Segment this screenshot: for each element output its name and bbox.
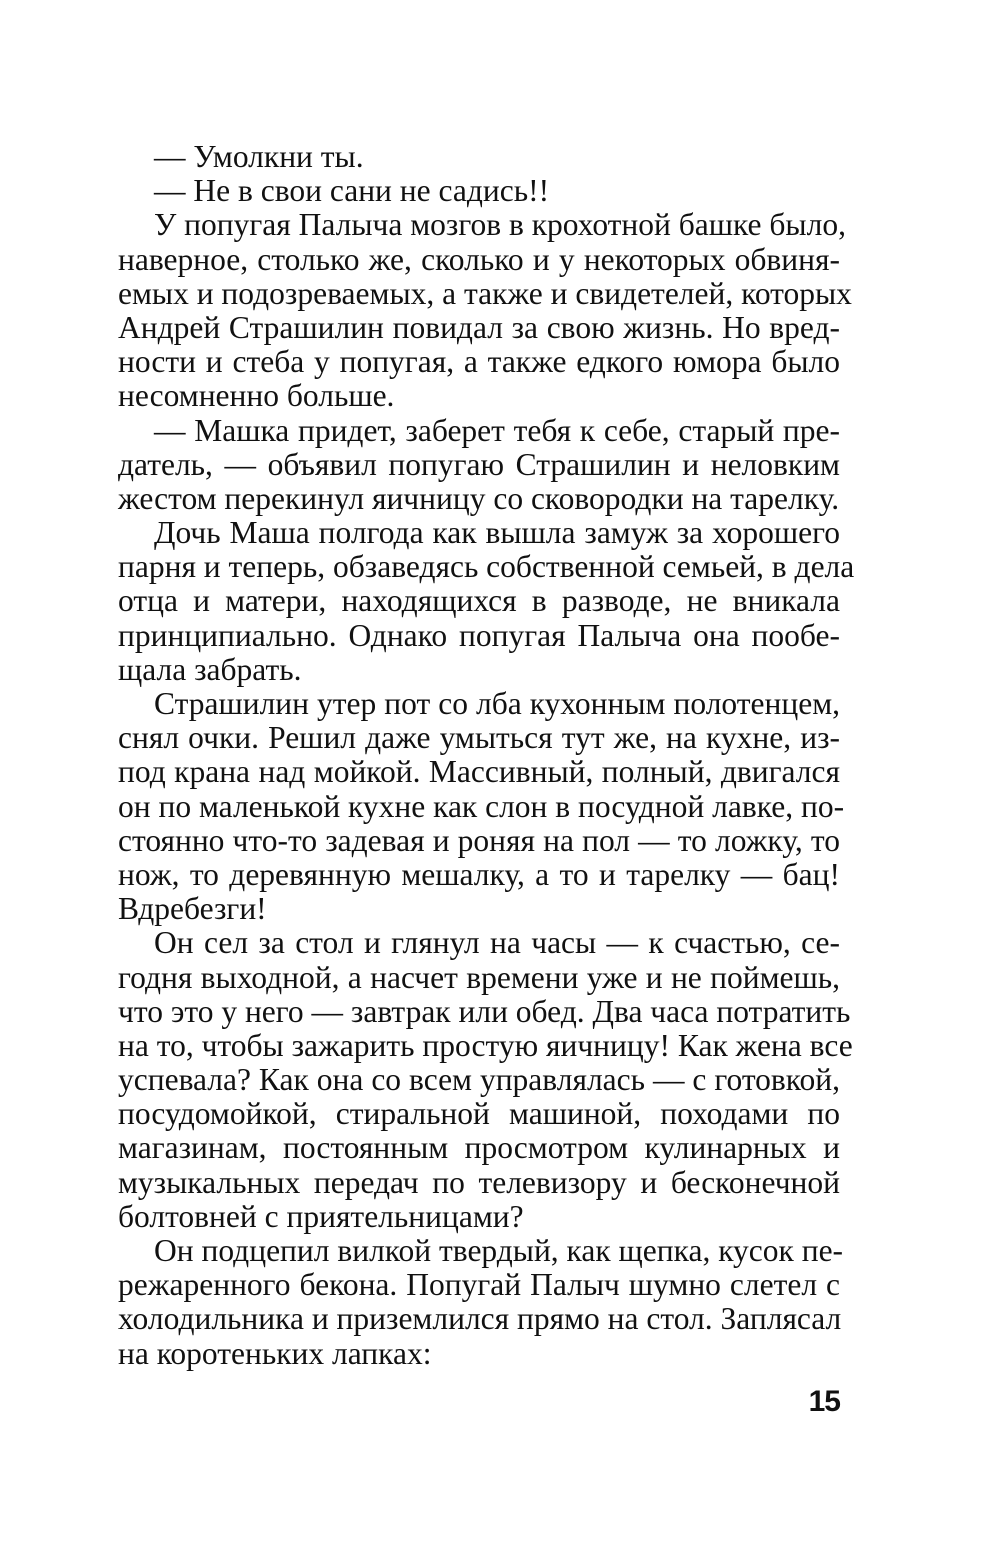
text-line: Он подцепил вилкой твердый, как щепка, кусок пе- <box>154 1233 844 1268</box>
text-line: датель, — объявил попугаю Страшилин и неловким <box>118 446 840 482</box>
text-line: отца и матери, находящихся в разводе, не вникала <box>118 583 840 619</box>
paragraph <box>118 686 845 927</box>
text-line: принципиально. Однако попугая Палыча она пообе- <box>118 617 840 653</box>
text-line: — Машка придет, заберет тебя к себе, старый пре- <box>154 412 840 448</box>
text-line: на коротеньких лапках: <box>118 1335 432 1371</box>
text-line: болтовней с приятельницами? <box>118 1198 524 1234</box>
paragraph <box>118 140 840 174</box>
text-line: Страшилин утер пот со лба кухонным полотенцем, <box>154 686 840 721</box>
text-line: — Не в свои сани не садись!! <box>154 173 550 209</box>
text-line: Дочь Маша полгода как вышла замуж за хорошего <box>154 515 840 551</box>
text-line: парня и теперь, обзаведясь собственной семьей, в дела <box>118 549 855 585</box>
text-line: наверное, столько же, сколько и у некоторых обвиня- <box>118 241 840 277</box>
text-line: магазинам, постоянным просмотром кулинарных и <box>118 1130 840 1166</box>
paragraph <box>118 515 855 687</box>
text-line: — Умолкни ты. <box>154 139 364 174</box>
body-text <box>118 139 855 1371</box>
paragraph <box>118 1233 844 1371</box>
text-line: годня выходной, а насчет времени уже и не поймешь, <box>118 959 840 995</box>
text-line: стоянно что-то задевая и роняя на пол — то ложку, то <box>118 822 840 858</box>
paragraph <box>118 414 840 517</box>
text-line: что это у него — завтрак или обед. Два часа потратить <box>118 993 851 1029</box>
page-number: 15 <box>808 1385 840 1418</box>
text-line: щала забрать. <box>118 651 302 687</box>
text-line: посудомойкой, стиральной машиной, походами по <box>118 1096 840 1132</box>
text-line: Вдребезги! <box>118 891 267 927</box>
text-line: несомненно больше. <box>118 378 395 414</box>
paragraph <box>118 925 853 1234</box>
text-line: Андрей Страшилин повидал за свою жизнь. Но вред- <box>118 309 840 345</box>
text-line: нож, то деревянную мешалку, а то и тарелку — бац! <box>118 856 840 892</box>
text-line: музыкальных передач по телевизору и бесконечной <box>118 1164 840 1200</box>
text-line: жестом перекинул яичницу со сковородки на тарелку. <box>118 480 840 516</box>
text-line: он по маленькой кухне как слон в посудной лавке, по- <box>118 788 845 824</box>
text-line: успевала? Как она со всем управлялась — с готовкой, <box>118 1062 840 1098</box>
text-line: У попугая Палыча мозгов в крохотной башке было, <box>154 207 846 243</box>
text-line: под крана над мойкой. Массивный, полный, двигался <box>118 754 840 790</box>
text-line: Он сел за стол и глянул на часы — к счастью, се- <box>154 925 840 961</box>
text-line: холодильника и приземлился прямо на стол. Заплясал <box>118 1301 842 1337</box>
text-line: на то, чтобы зажарить простую яичницу! Как жена все <box>118 1027 853 1063</box>
text-line: режаренного бекона. Попугай Палыч шумно слетел с <box>118 1267 840 1303</box>
text-line: снял очки. Решил даже умыться тут же, на кухне, из- <box>118 720 840 756</box>
paragraph <box>118 207 852 414</box>
paragraph <box>118 174 840 208</box>
text-line: ности и стеба у попугая, а также едкого юмора было <box>118 344 840 380</box>
text-line: емых и подозреваемых, а также и свидетелей, которых <box>118 275 852 311</box>
